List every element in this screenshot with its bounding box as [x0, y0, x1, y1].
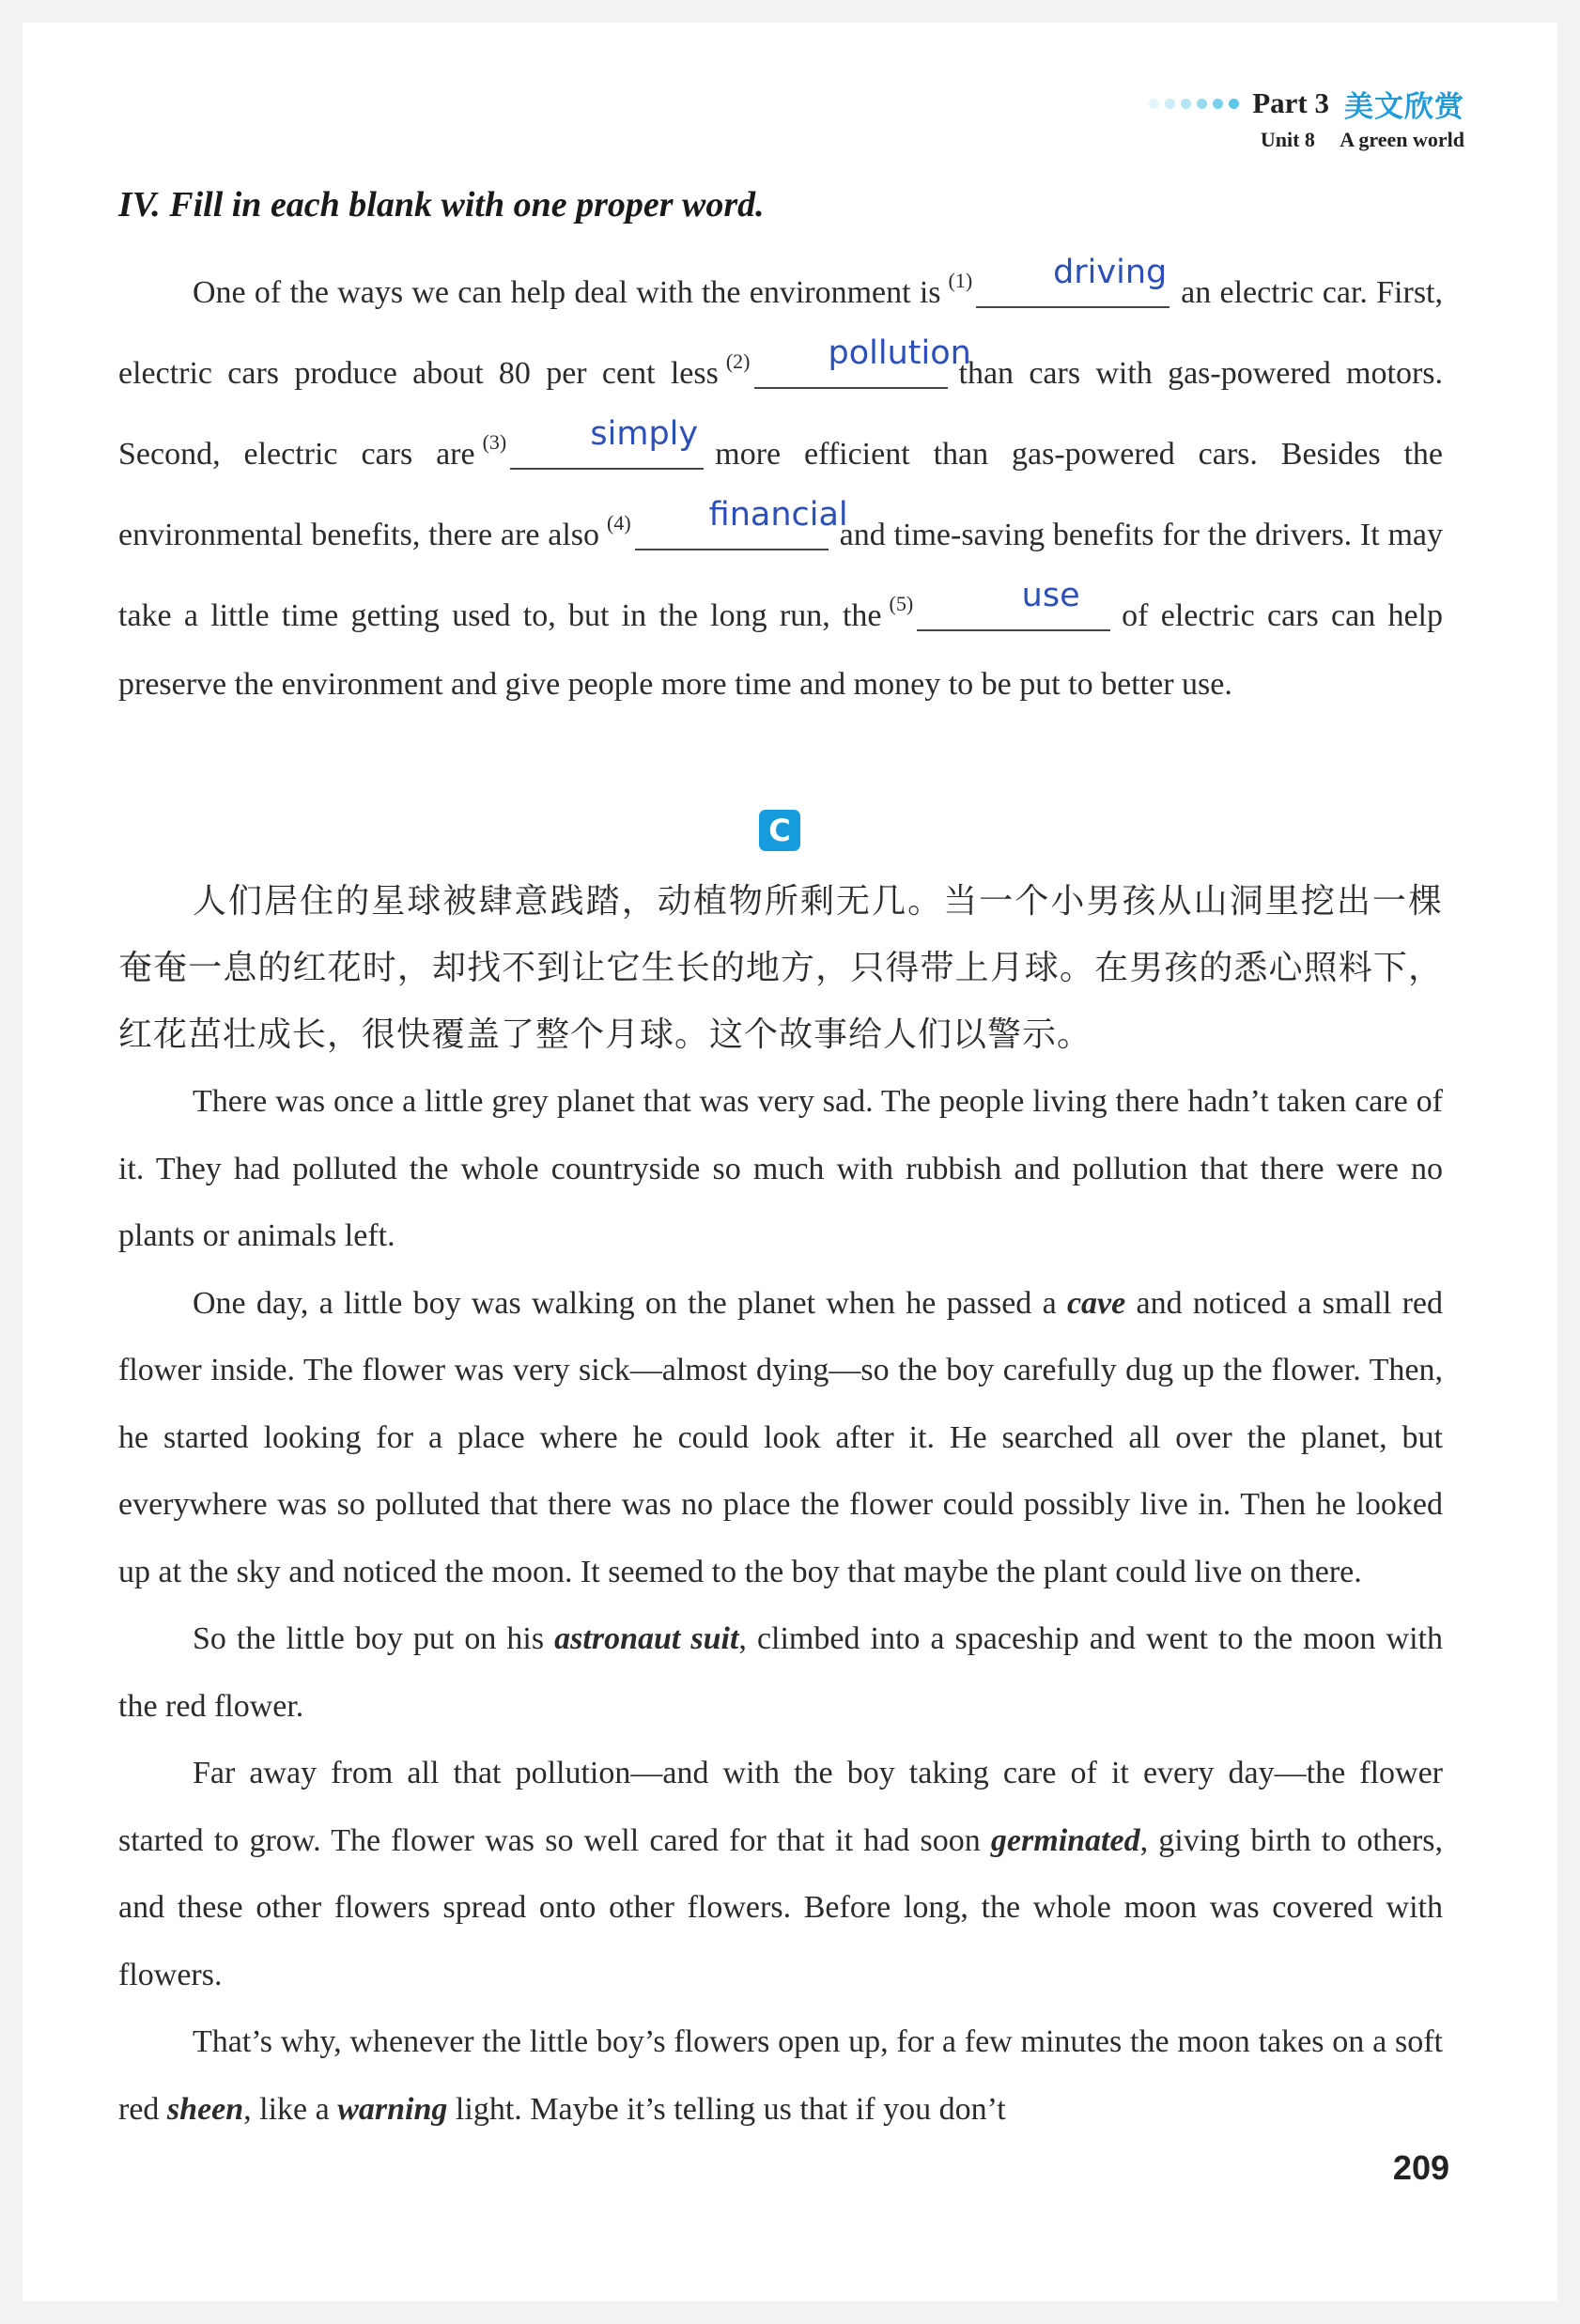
keyword-warning: warning	[337, 2091, 448, 2127]
keyword-astronaut-suit: astronaut suit	[554, 1621, 739, 1656]
keyword-germinated: germinated	[990, 1822, 1140, 1858]
answer-1: driving	[1053, 254, 1168, 291]
blank-4[interactable]	[635, 496, 848, 550]
fill-in-passage	[118, 246, 1443, 719]
blank-number-2: (2)	[725, 349, 751, 373]
blank-number-5: (5)	[889, 592, 914, 615]
blank-2[interactable]	[754, 334, 971, 389]
header-unit-title: A green world	[1340, 128, 1464, 151]
answer-2: pollution	[828, 334, 971, 372]
answer-5: use	[1021, 577, 1080, 614]
header-part-line	[1149, 81, 1464, 126]
section-c-badge: C	[759, 810, 800, 851]
story-paragraph-4: Far away from all that pollution—and with the boy taking care of it every day—the flower started to grow. The flower was so well cared for that it had soon germinated, giving birth to others, and these other flowers spread onto other flowers. Before long, the whole moon was covered with flowers.	[118, 1756, 1443, 1992]
story-paragraph-3: So the little boy put on his astronaut suit, climbed into a spaceship and went to the moon with the red flower.	[118, 1621, 1443, 1724]
keyword-cave: cave	[1066, 1285, 1126, 1321]
header-unit-label: Unit 8	[1260, 128, 1315, 151]
header-dots-decoration	[1149, 99, 1239, 109]
story-paragraph-1: There was once a little grey planet that was very sad. The people living there hadn’t taken care of it. They had polluted the whole countryside so much with rubbish and pollution that there were no plants or animals left.	[118, 1084, 1443, 1253]
answer-3: simply	[590, 415, 699, 453]
story-paragraph-5: That’s why, whenever the little boy’s flowers open up, for a few minutes the moon takes on a soft red sheen, like a warning light. Maybe it’s telling us that if you don’t	[118, 2024, 1443, 2127]
blank-3[interactable]	[510, 415, 704, 470]
blank-number-3: (3)	[482, 430, 507, 454]
blank-number-1: (1)	[948, 269, 973, 292]
blank-5[interactable]	[917, 577, 1110, 631]
story-passage	[118, 868, 1443, 2143]
answer-4: financial	[708, 496, 848, 534]
page-header	[1149, 81, 1464, 152]
blank-1[interactable]	[976, 254, 1170, 308]
header-part-cn-title: 美文欣赏	[1344, 89, 1464, 124]
header-unit-line	[1149, 128, 1464, 152]
story-cn-intro: 人们居住的星球被肆意践踏，动植物所剩无几。当一个小男孩从山洞里挖出一棵奄奄一息的红花时，却找不到让它生长的地方，只得带上月球。在男孩的悉心照料下，红花茁壮成长，很快覆盖了整个月球。这个故事给人们以警示。	[118, 882, 1443, 1054]
blank-number-4: (4)	[607, 511, 631, 535]
fill-in-paragraph: One of the ways we can help deal with the environment is $^{(1)}$ driving an electric car. First, electric cars produce about 80 per cent less $^{(2)}$ pollution than cars with gas-powered motors. Second, electric cars are $^{(3)}$ simply more efficient than gas-powered cars. Besides the environmental benefits, there are also $^{(4)}$ financial and time-saving benefits for the drivers. It may take a little time getting used to, but in the long run, the $^{(5)}$ use of electric cars can help preserve the environment and give people more time and money to be put to better use.	[118, 246, 1443, 719]
story-paragraph-2: One day, a little boy was walking on the planet when he passed a cave and noticed a small red flower inside. The flower was very sick—almost dying—so the boy carefully dug up the flower. Then, he started looking for a place where he could look after it. He searched all over the planet, but everywhere was so polluted that there was no place the flower could possibly live in. Then he looked up at the sky and noticed the moon. It seemed to the boy that maybe the plant could live on there.	[118, 1285, 1444, 1589]
keyword-sheen: sheen	[166, 2091, 244, 2127]
page-number: 209	[1392, 2148, 1449, 2187]
section-title: IV. Fill in each blank with one proper word.	[118, 185, 765, 225]
header-part-label: Part 3	[1252, 86, 1329, 119]
